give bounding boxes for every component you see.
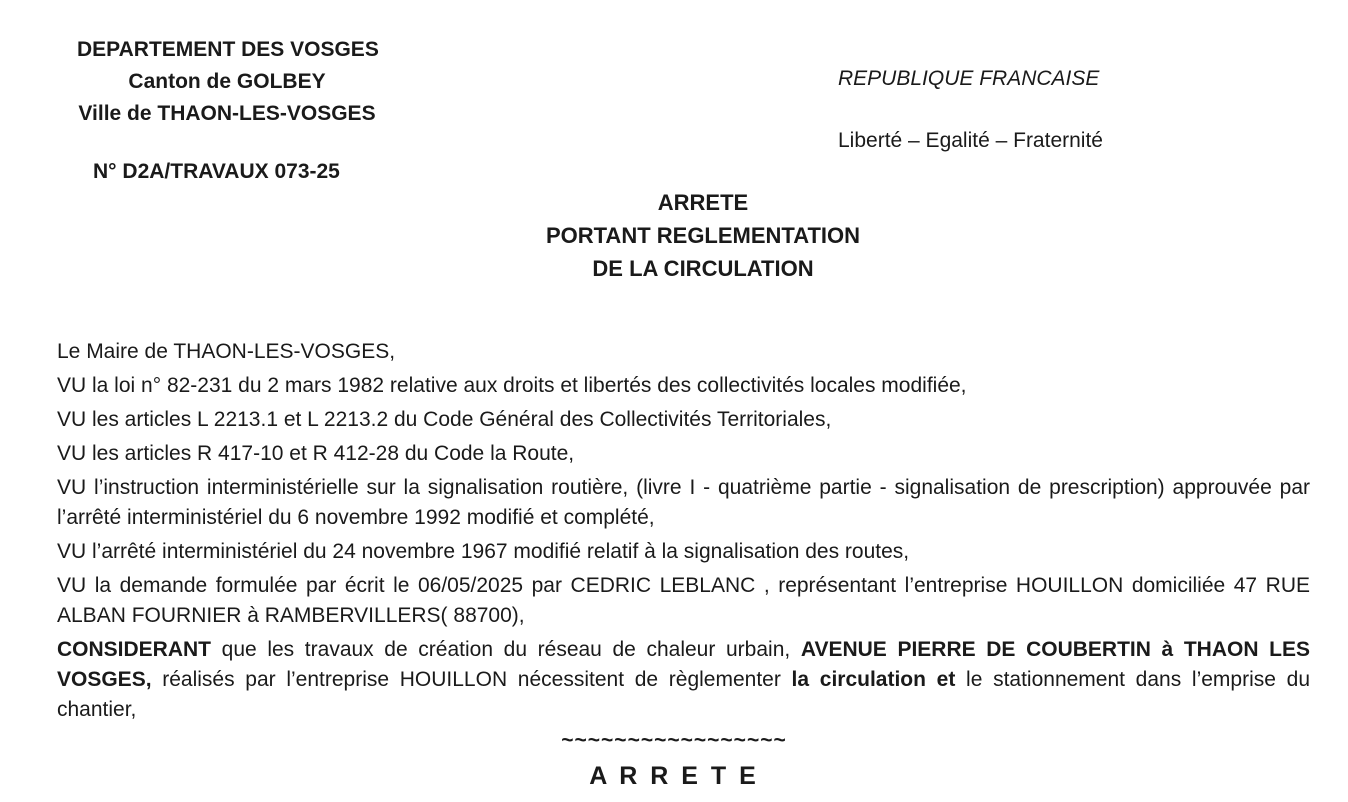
considerant-bold-circulation: la circulation et — [791, 668, 956, 691]
department-line: DEPARTEMENT DES VOSGES — [77, 38, 379, 61]
considerant-text-2: réalisés par l’entreprise HOUILLON nécessitent de règlementer — [151, 668, 792, 691]
vu-clause-cgct: VU les articles L 2213.1 et L 2213.2 du Code Général des Collectivités Territoriales, — [57, 408, 832, 431]
canton-line: Canton de GOLBEY — [128, 70, 326, 93]
considerant-text-3: le stationnement dans l’emprise du chantier, — [57, 668, 1310, 721]
tilde-separator: ~~~~~~~~~~~~~~~~~ — [561, 729, 787, 752]
considerant-label: CONSIDERANT — [57, 638, 212, 661]
issuer-block — [77, 34, 377, 188]
vu-clause-arrete-1967: VU l’arrêté interministériel du 24 novembre 1967 modifié relatif à la signalisation des routes, — [57, 540, 910, 563]
considerant-bold-address: AVENUE PIERRE DE COUBERTIN à THAON LES VOSGES, — [57, 638, 1310, 691]
republic-block — [838, 66, 1103, 154]
vu-clause-instruction: VU l’instruction interministérielle sur la signalisation routière, (livre I - quatrième partie - signalisation de prescription) approuvée par l’arrêté interministériel du 6 novembre 1992 modifié et complété, — [57, 476, 1310, 529]
vu-clause-law: VU la loi n° 82-231 du 2 mars 1982 relative aux droits et libertés des collectivités locales modifiée, — [57, 374, 967, 397]
considerant-clause — [57, 635, 1310, 725]
vu-clause-demande: VU la demande formulée par écrit le 06/05/2025 par CEDRIC LEBLANC , représentant l’entreprise HOUILLON domiciliée 47 RUE ALBAN FOURNIER à RAMBERVILLERS( 88700), — [57, 574, 1310, 627]
intro-line: Le Maire de THAON-LES-VOSGES, — [57, 340, 396, 363]
republic-title: REPUBLIQUE FRANCAISE — [838, 67, 1100, 90]
document-title — [58, 186, 1348, 285]
considerant-text-1: que les travaux de création du réseau de chaleur urbain, — [211, 638, 801, 661]
vu-clause-code-route: VU les articles R 417-10 et R 412-28 du Code la Route, — [57, 442, 575, 465]
national-motto: Liberté – Egalité – Fraternité — [838, 129, 1103, 152]
city-line: Ville de THAON-LES-VOSGES — [78, 102, 376, 125]
arrete-heading: A R R E T E — [589, 762, 759, 790]
title-line-1: ARRETE — [657, 190, 749, 215]
document-body — [57, 337, 1310, 725]
title-line-2: PORTANT REGLEMENTATION — [545, 223, 861, 248]
title-line-3: DE LA CIRCULATION — [592, 256, 814, 281]
document-header — [0, 0, 1348, 186]
reference-number: N° D2A/TRAVAUX 073-25 — [93, 160, 340, 183]
